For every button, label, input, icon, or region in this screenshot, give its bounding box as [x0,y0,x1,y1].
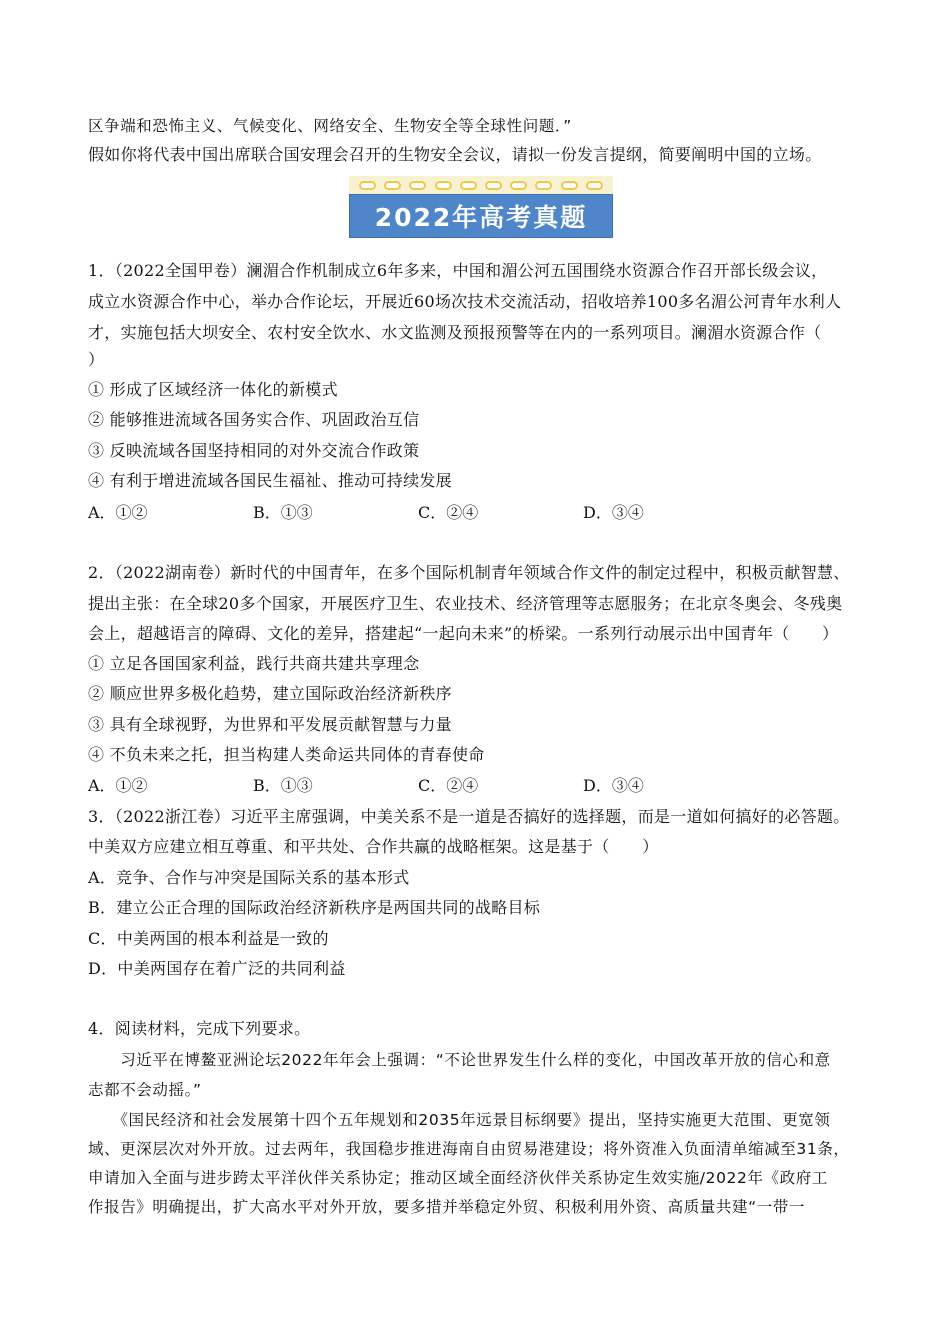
q2-stem-line: 提出主张：在全球20多个国家，开展医疗卫生、农业技术、经济管理等志愿服务；在北京冬奥会、冬残奥 [88,594,843,613]
q4-material-line: 申请加入全面与进步跨太平洋伙伴关系协定；推动区域全面经济伙伴关系协定生效实施/2022年《政府工 [88,1169,828,1187]
q3-option-b[interactable]: B．建立公正合理的国际政治经济新秩序是两国共同的战略目标 [88,898,541,917]
banner-dot [460,181,477,190]
banner-dot [510,181,527,190]
q2-statement: ③ 具有全球视野，为世界和平发展贡献智慧与力量 [88,715,452,734]
q1-option-c[interactable]: C．②④ [418,503,479,522]
banner-dots [349,176,613,194]
q2-stem-line: 2．（2022湖南卷）新时代的中国青年，在多个国际机制青年领域合作文件的制定过程中，积极贡献智慧、 [88,563,850,582]
q1-stem-line: 成立水资源合作中心，举办合作论坛，开展近60场次技术交流活动，招收培养100多名湄公河青年水利人 [88,292,842,311]
q1-statement: ② 能够推进流域各国务实合作、巩固政治互信 [88,410,420,429]
section-banner [349,176,613,238]
q1-statement: ③ 反映流域各国坚持相同的对外交流合作政策 [88,441,420,460]
intro-line-1: 区争端和恐怖主义、气候变化、网络安全、生物安全等全球性问题．” [88,117,572,135]
q3-stem-line: 中美双方应建立相互尊重、和平共处、合作共赢的战略框架。这是基于（ ） [88,837,659,856]
q1-stem-line: 才，实施包括大坝安全、农村安全饮水、水文监测及预报预警等在内的一系列项目。澜湄水资源合作（ [88,323,822,342]
q3-option-d[interactable]: D．中美两国存在着广泛的共同利益 [88,959,346,978]
banner-dot [561,181,578,190]
q4-material-line: 志都不会动摇。” [88,1081,202,1099]
banner-dot [535,181,552,190]
banner-dot [409,181,426,190]
q2-option-b[interactable]: B．①③ [253,776,313,795]
q1-statement: ① 形成了区域经济一体化的新模式 [88,380,338,399]
q2-stem-line: 会上，超越语言的障碍、文化的差异，搭建起“一起向未来”的桥梁。一系列行动展示出中国青年（ ） [88,624,839,643]
banner-dot [586,181,603,190]
q2-option-d[interactable]: D．③④ [583,776,644,795]
q4-material-line: 《国民经济和社会发展第十四个五年规划和2035年远景目标纲要》提出，坚持实施更大范围、更宽领 [88,1111,831,1129]
q3-option-c[interactable]: C．中美两国的根本利益是一致的 [88,929,329,948]
banner-dot [384,181,401,190]
banner-title: 2022年高考真题 [374,203,588,232]
banner-dot [485,181,502,190]
q4-material-line: 习近平在博鳌亚洲论坛2022年年会上强调：“不论世界发生什么样的变化，中国改革开放的信心和意 [88,1051,831,1069]
q1-option-d[interactable]: D．③④ [583,503,644,522]
q3-option-a[interactable]: A．竞争、合作与冲突是国际关系的基本形式 [88,868,410,887]
q1-statement: ④ 有利于增进流域各国民生福祉、推动可持续发展 [88,471,452,490]
banner-dot [435,181,452,190]
q2-option-a[interactable]: A．①② [88,776,148,795]
banner-title-box [349,194,613,238]
q4-stem: 4．阅读材料，完成下列要求。 [88,1019,311,1038]
q1-stem-line: ） [88,350,105,369]
q1-option-a[interactable]: A．①② [88,503,148,522]
intro-line-2: 假如你将代表中国出席联合国安理会召开的生物安全会议，请拟一份发言提纲，简要阐明中国的立场。 [88,145,822,164]
q2-statement: ② 顺应世界多极化趋势，建立国际政治经济新秩序 [88,684,452,703]
q4-material-line: 作报告》明确提出，扩大高水平对外开放，要多措并举稳定外贸、积极利用外资、高质量共建“一带一 [88,1198,806,1216]
banner-dot [359,181,376,190]
q2-statement: ① 立足各国国家利益，践行共商共建共享理念 [88,654,420,673]
q2-statement: ④ 不负未来之托，担当构建人类命运共同体的青春使命 [88,745,485,764]
q3-stem-line: 3．（2022浙江卷）习近平主席强调，中美关系不是一道是否搞好的选择题，而是一道如何搞好的必答题。 [88,807,850,826]
q2-option-c[interactable]: C．②④ [418,776,479,795]
q1-option-b[interactable]: B．①③ [253,503,313,522]
q1-stem-line: 1．（2022全国甲卷）澜湄合作机制成立6年多来，中国和湄公河五国围绕水资源合作召开部长级会议， [88,261,828,280]
q4-material-line: 域、更深层次对外开放。过去两年，我国稳步推进海南自由贸易港建设；将外资准入负面清单缩减至31条， [88,1140,850,1158]
